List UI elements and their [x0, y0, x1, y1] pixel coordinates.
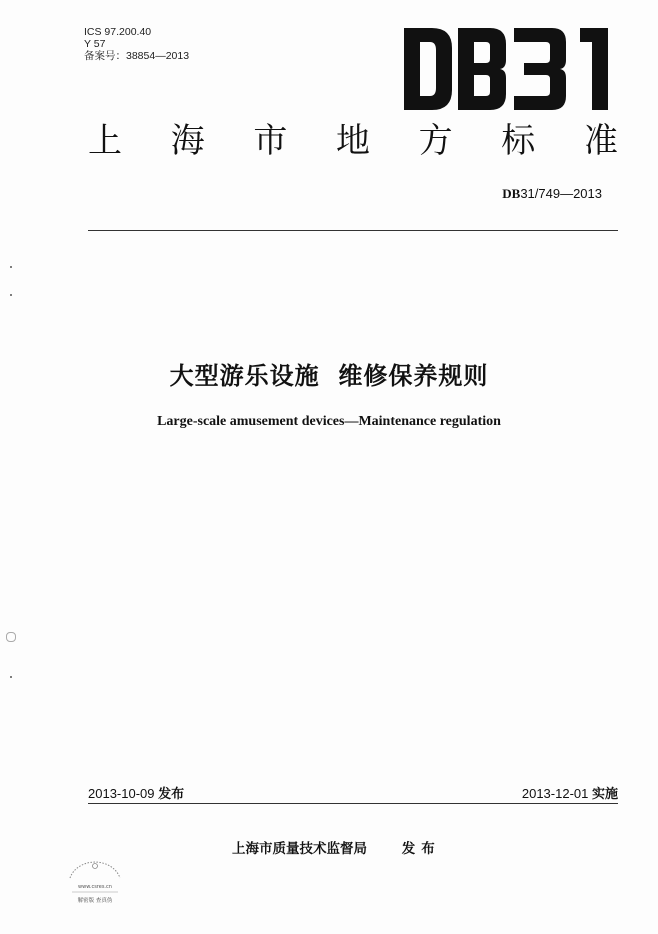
db31-logo — [402, 26, 614, 112]
scan-speck — [6, 632, 16, 642]
stamp-line: www.csres.cn — [78, 884, 112, 890]
standard-category — [88, 118, 618, 164]
header-divider — [88, 230, 618, 231]
standard-number-prefix: DB — [502, 186, 521, 201]
ccs-code: Y 57 — [84, 38, 106, 50]
footer-divider — [88, 803, 618, 804]
category-char: 市 — [253, 121, 288, 161]
scan-speck — [10, 266, 12, 268]
record-number: 备案号：38854—2013 — [84, 50, 190, 62]
db31-logo-glyphs — [402, 26, 614, 112]
issuer-name: 上海市质量技术监督局 — [232, 841, 367, 857]
category-char: 方 — [418, 121, 453, 161]
stamp-seal — [64, 852, 126, 910]
category-char: 准 — [583, 121, 618, 161]
category-char: 上 — [88, 121, 122, 161]
scan-speck — [10, 294, 12, 296]
title-chinese: 大型游乐设施 维修保养规则 — [169, 362, 489, 390]
verification-stamp — [64, 852, 126, 910]
scan-speck — [10, 676, 12, 678]
issuer-action: 发布 — [401, 841, 441, 857]
category-char: 海 — [170, 121, 205, 161]
category-char: 标 — [501, 121, 536, 161]
title-english: Large-scale amusement devices—Maintenance regulation — [157, 414, 501, 429]
standard-number-rest: 31/749—2013 — [520, 186, 602, 201]
implementation-date-label: 实施 — [591, 787, 618, 802]
classification-info — [84, 26, 189, 62]
standard-number — [502, 186, 602, 202]
issue-date-value: 2013-10-09 — [88, 786, 155, 801]
issuing-authority — [232, 837, 441, 857]
issue-date-label: 发布 — [158, 787, 185, 802]
implementation-date — [522, 783, 618, 802]
issue-date — [88, 783, 184, 802]
implementation-date-value: 2013-12-01 — [521, 786, 589, 801]
stamp-line: 解密版 查真伪 — [77, 898, 113, 904]
ics-code: ICS 97.200.40 — [84, 26, 152, 38]
category-char: 地 — [335, 121, 370, 161]
